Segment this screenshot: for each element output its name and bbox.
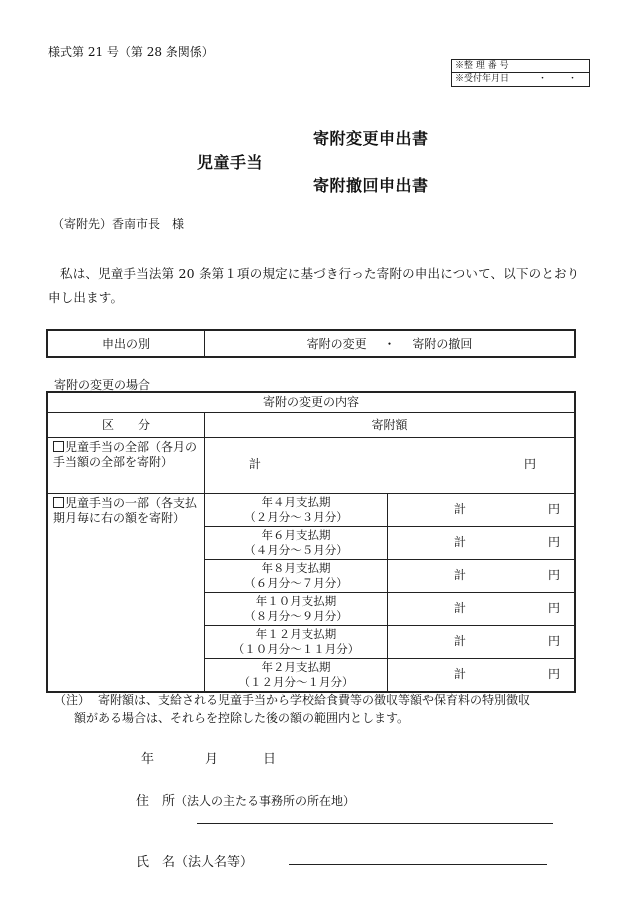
period-amount-cell[interactable] <box>388 626 576 659</box>
option-change[interactable]: 寄附の変更 <box>306 337 367 351</box>
period-total-label: 計 <box>454 601 467 615</box>
period-yen-label: 円 <box>547 667 560 681</box>
option-withdraw[interactable]: 寄附の撤回 <box>412 337 473 351</box>
partial-option-cell[interactable] <box>47 494 205 693</box>
change-section-heading: 寄附の変更の場合 <box>54 378 151 392</box>
full-yen-label: 円 <box>523 457 536 471</box>
period-title: 年８月支払期 <box>261 561 331 575</box>
period-total-label: 計 <box>454 568 467 582</box>
period-range: （４月分～５月分） <box>244 543 348 557</box>
address-label: 住 所 <box>136 794 176 809</box>
note-line2: 額がある場合は、それらを控除した後の額の範囲内とします。 <box>74 711 410 725</box>
period-yen-label: 円 <box>547 601 560 615</box>
addressee: （寄附先）香南市長 様 <box>52 217 185 231</box>
period-cell <box>205 527 388 560</box>
partial-option-label: 児童手当の一部（各支払期月毎に右の額を寄附） <box>53 496 198 525</box>
period-cell <box>205 593 388 626</box>
registry-date-label: ※受付年月日 <box>455 74 510 84</box>
period-total-label: 計 <box>454 634 467 648</box>
period-total-label: 計 <box>454 502 467 516</box>
period-yen-label: 円 <box>547 568 560 582</box>
period-title: 年４月支払期 <box>261 495 331 509</box>
name-label: 氏 名（法人名等） <box>136 855 254 870</box>
period-range: （１２月分～１月分） <box>238 675 354 689</box>
date-day-label: 日 <box>263 752 277 767</box>
period-title: 年１０月支払期 <box>255 594 337 608</box>
period-amount-cell[interactable] <box>388 494 576 527</box>
note-lead: （注） <box>54 693 91 707</box>
period-cell <box>205 560 388 593</box>
name-input-line[interactable] <box>289 864 547 865</box>
period-yen-label: 円 <box>547 502 560 516</box>
date-month-label: 月 <box>205 752 219 767</box>
address-label-group <box>136 790 355 809</box>
period-total-label: 計 <box>454 535 467 549</box>
period-total-label: 計 <box>454 667 467 681</box>
registry-box <box>451 59 590 87</box>
period-amount-cell[interactable] <box>388 527 576 560</box>
period-title: 年１２月支払期 <box>255 627 337 641</box>
period-amount-cell[interactable] <box>388 560 576 593</box>
checkbox-icon[interactable] <box>53 441 64 452</box>
column-amount: 寄附額 <box>205 413 576 438</box>
registry-date-sep: ・ <box>538 74 548 84</box>
period-amount-cell[interactable] <box>388 593 576 626</box>
full-option-label: 児童手当の全部（各月の手当額の全部を寄附） <box>53 440 198 469</box>
period-range: （２月分～３月分） <box>244 510 348 524</box>
title-main: 児童手当 <box>197 153 264 172</box>
body-text: 私は、児童手当法第 20 条第１項の規定に基づき行った寄附の申出について、以下のとおり申し出ます。 <box>48 266 580 305</box>
change-table <box>46 391 576 693</box>
column-category: 区 分 <box>47 413 205 438</box>
full-total-label: 計 <box>249 457 262 471</box>
period-title: 年２月支払期 <box>261 660 331 674</box>
address-input-line[interactable] <box>197 823 553 824</box>
form-number: 様式第 21 号（第 28 条関係） <box>48 45 214 59</box>
period-cell <box>205 494 388 527</box>
option-separator: ・ <box>383 337 396 351</box>
registry-date-sep: ・ <box>568 74 578 84</box>
full-option-cell[interactable] <box>47 438 205 494</box>
title-withdraw: 寄附撤回申出書 <box>313 176 429 195</box>
note <box>54 691 594 727</box>
request-type-label: 申出の別 <box>47 330 205 357</box>
change-table-title: 寄附の変更の内容 <box>47 392 575 413</box>
address-note: （法人の主たる事務所の所在地） <box>175 794 356 808</box>
period-range: （６月分～７月分） <box>244 576 348 590</box>
period-amount-cell[interactable] <box>388 659 576 693</box>
request-type-table <box>46 329 576 358</box>
period-cell <box>205 626 388 659</box>
period-yen-label: 円 <box>547 535 560 549</box>
checkbox-icon[interactable] <box>53 497 64 508</box>
period-range: （１０月分～１１月分） <box>232 642 360 656</box>
period-yen-label: 円 <box>547 634 560 648</box>
registry-number-label: ※整 理 番 号 <box>452 60 589 73</box>
full-amount-cell[interactable] <box>205 438 576 494</box>
title-change: 寄附変更申出書 <box>313 129 429 148</box>
request-type-options <box>205 330 576 357</box>
period-range: （８月分～９月分） <box>244 609 348 623</box>
note-line1: 寄附額は、支給される児童手当から学校給食費等の徴収等額や保育料の特別徴収 <box>98 693 531 707</box>
period-cell <box>205 659 388 693</box>
period-title: 年６月支払期 <box>261 528 331 542</box>
date-year-label: 年 <box>141 752 155 767</box>
